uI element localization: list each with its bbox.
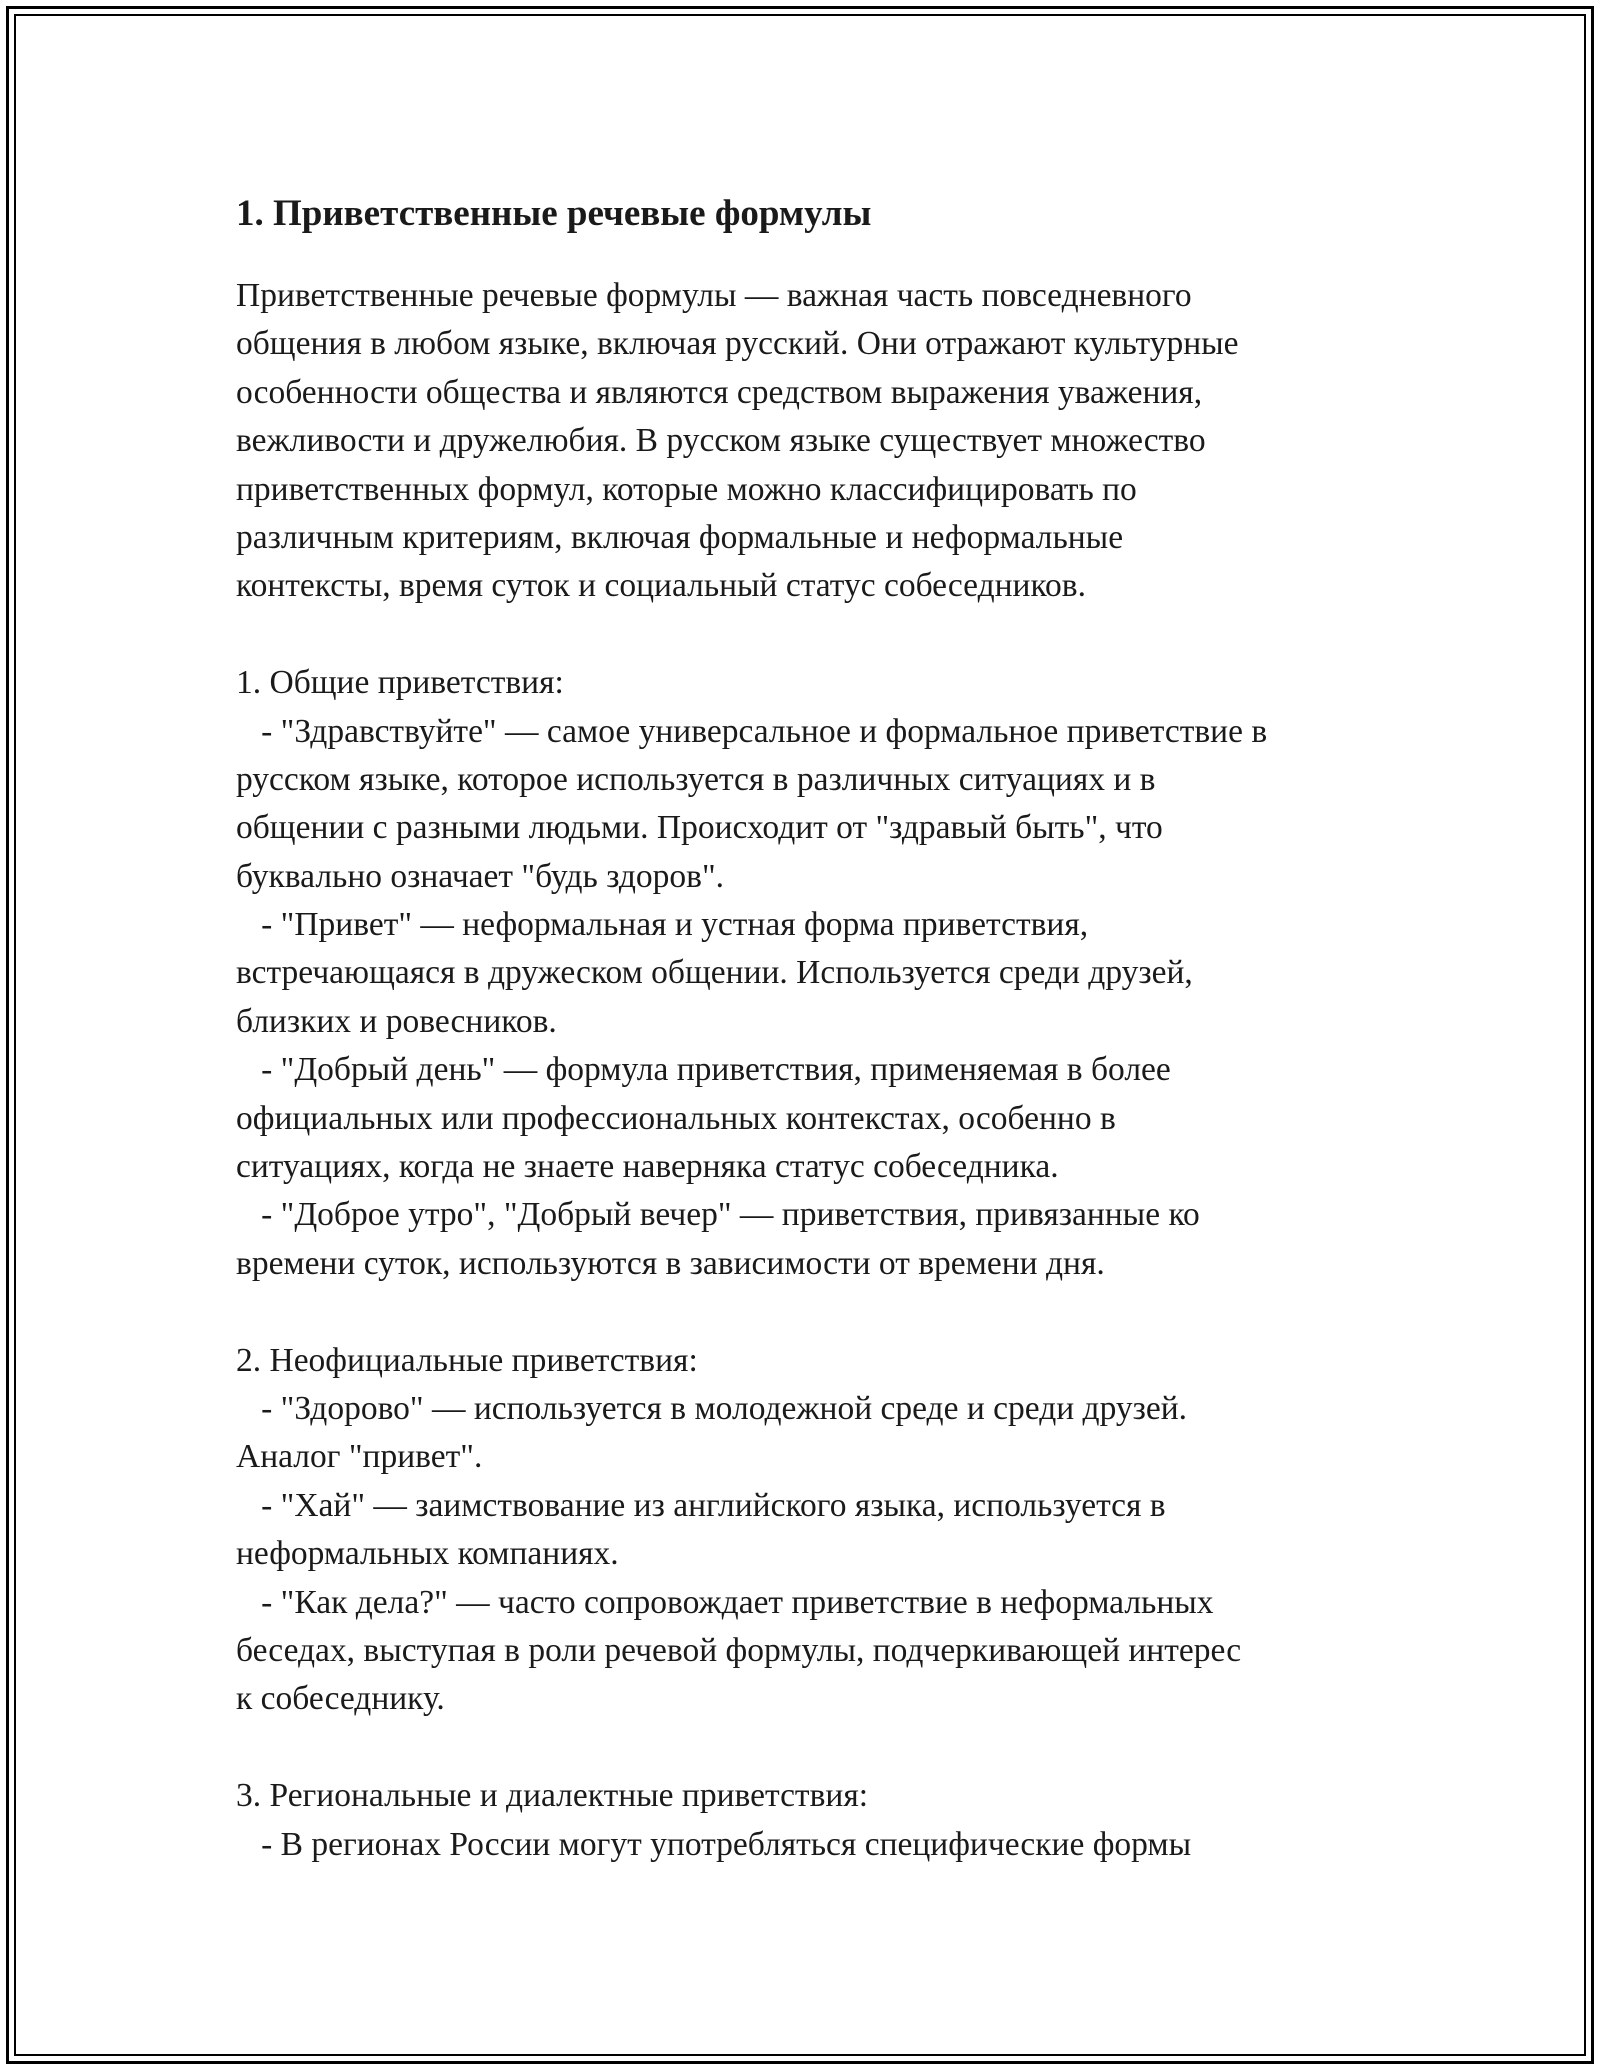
text-line: контексты, время суток и социальный статус собеседников. [236, 567, 1086, 605]
blank-line [236, 1724, 1416, 1772]
text-line: особенности общества и являются средством выражения уважения, [236, 373, 1203, 411]
text-line: 2. Неофициальные приветствия: [236, 1341, 698, 1379]
text-line: буквально означает "будь здоров". [236, 857, 724, 895]
blank-line [236, 1288, 1416, 1336]
blank-line [236, 611, 1416, 659]
text-line: Аналог "привет". [236, 1438, 483, 1476]
document-body [236, 184, 1416, 1869]
text-line: русском языке, которое используется в различных ситуациях и в [236, 760, 1156, 798]
text-line: 1. Общие приветствия: [236, 664, 564, 702]
text-line: Приветственные речевые формулы — важная часть повседневного [236, 277, 1192, 314]
text-line: различным критериям, включая формальные и неформальные [236, 518, 1124, 556]
text-line: - "Здорово" — используется в молодежной среде и среди друзей. [236, 1389, 1188, 1427]
section-heading: 1. Приветственные речевые формулы [236, 193, 872, 234]
text-line: общения в любом языке, включая русский. Они отражают культурные [236, 325, 1239, 363]
text-line: ситуациях, когда не знаете наверняка статус собеседника. [236, 1148, 1059, 1186]
text-line: - В регионах России могут употребляться специфические формы [236, 1825, 1192, 1863]
text-line: близких и ровесников. [236, 1002, 557, 1040]
text-line: вежливости и дружелюбия. В русском языке существует множество [236, 422, 1206, 460]
text-line: 3. Региональные и диалектные приветствия: [236, 1777, 869, 1815]
text-line: к собеседнику. [236, 1680, 445, 1718]
text-line: официальных или профессиональных контекстах, особенно в [236, 1099, 1116, 1137]
text-line: - "Привет" — неформальная и устная форма приветствия, [236, 906, 1089, 944]
text-line: - "Здравствуйте" — самое универсальное и формальное приветствие в [236, 712, 1268, 750]
text-line: - "Добрый день" — формула приветствия, применяемая в более [236, 1051, 1171, 1089]
text-line: беседах, выступая в роли речевой формулы, подчеркивающей интерес [236, 1631, 1242, 1669]
text-line: времени суток, используются в зависимости от времени дня. [236, 1244, 1105, 1282]
text-line: общении с разными людьми. Происходит от "здравый быть", что [236, 809, 1163, 847]
text-line: - "Доброе утро", "Добрый вечер" — приветствия, привязанные ко [236, 1196, 1200, 1234]
text-line: встречающаяся в дружеском общении. Используется среди друзей, [236, 954, 1193, 992]
document-text [236, 272, 1416, 1869]
text-line: неформальных компаниях. [236, 1535, 619, 1573]
text-line: - "Хай" — заимствование из английского языка, используется в [236, 1486, 1166, 1524]
text-line: приветственных формул, которые можно классифицировать по [236, 470, 1137, 508]
text-line: - "Как дела?" — часто сопровождает приветствие в неформальных [236, 1583, 1214, 1621]
